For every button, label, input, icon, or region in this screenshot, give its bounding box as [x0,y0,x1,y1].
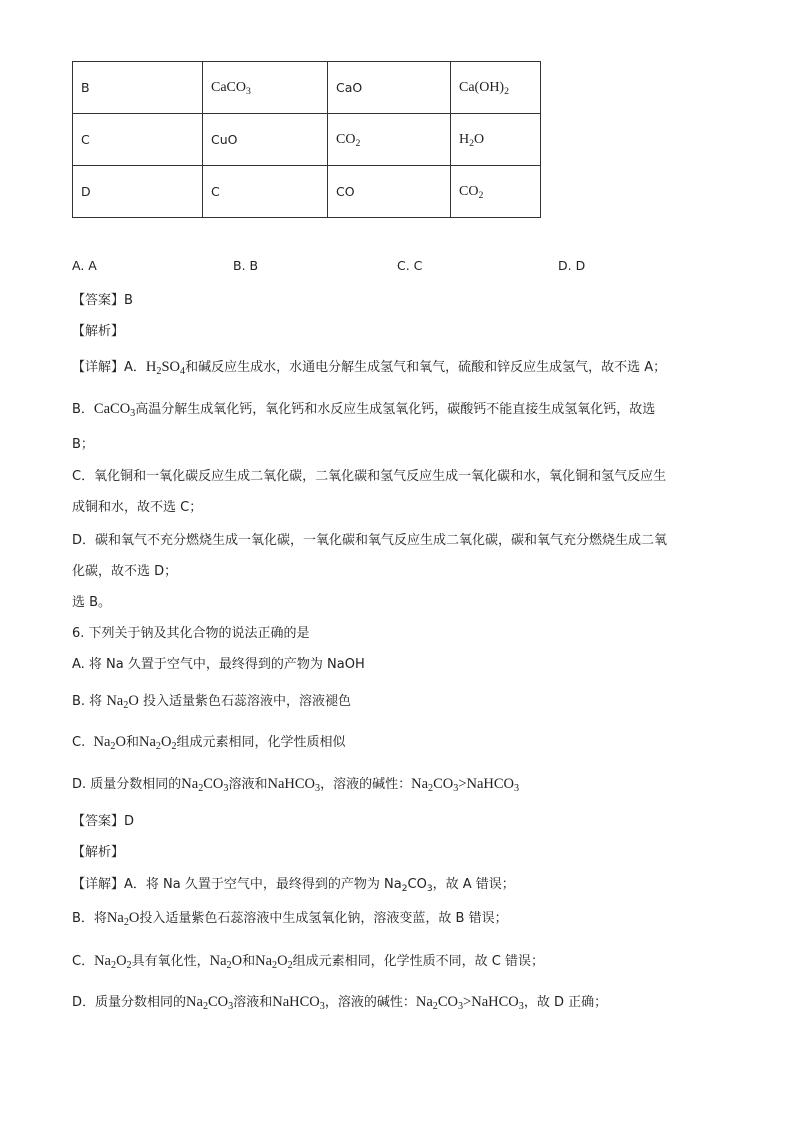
detail-text: ，故 D 正确； [523,995,608,1010]
detail-prefix: A． [124,360,146,375]
option-text: ，溶液的碱性： [320,777,412,792]
detail-d-cont: 化碳，故不选 D； [72,564,178,579]
option-text: D. 质量分数相同的 [72,777,182,792]
formula-na2co3-gt-nahco3: $Na_2CO_3>NaHCO_3$ [411,776,520,794]
conclusion: 选 B。 [72,595,112,610]
q6-detail-d [72,991,607,1011]
q6-detail-b [72,907,508,927]
formula-na2o: $Na_2O$ [209,953,243,971]
question-6-stem: 6. 下列关于钠及其化合物的说法正确的是 [72,626,310,641]
formula-co2: $CO_2$ [451,166,541,218]
detail-b [72,398,655,418]
formula-nahco3: NaHCO$_3$ [272,994,325,1012]
formula-cuo: CuO [203,114,328,166]
q6-answer-line [72,810,134,829]
answer-line [72,289,133,308]
row-label: D [73,166,203,218]
formula-na2o: $Na_2O$ [106,693,139,711]
option-text: 组成元素相同，化学性质相似 [176,735,346,750]
detail-text: ，故 A 错误； [432,877,515,892]
detail-a [72,356,666,376]
formula-na2o: $Na_2O$ [93,734,126,752]
answer-label: 【答案】 [72,293,125,308]
detail-text: B．将 [72,911,107,926]
detail-text: 具有氧化性， [131,954,210,969]
detail-text: 高温分解生成氧化钙，氧化钙和水反应生成氢氧化钙，碳酸钙不能直接生成氢氧化钙，故选 [135,402,656,417]
table-row [73,62,541,114]
formula-h2o: $H_2O$ [451,114,541,166]
q6-detail-a: 【详解】A．将 Na 久置于空气中，最终得到的产物为 $Na_2CO_3$，故 A 错误； [72,877,515,894]
table-row [73,114,541,166]
option-text: 投入适量紫色石蕊溶液中，溶液褪色 [142,694,351,709]
table-row [73,166,541,218]
formula-h2so4: $H_2SO_4$ [145,359,186,377]
detail-d: D．碳和氧气不充分燃烧生成一氧化碳，一氧化碳和氧气反应生成二氧化碳，碳和氧气充分燃烧生成二氧 [72,533,668,548]
choice-d: D. D [558,258,586,273]
detail-text: 和碱反应生成水，水通电分解生成氢气和氧气，硫酸和锌反应生成氢气，故不选 A； [185,360,667,375]
detail-text: 和 [242,954,256,969]
analysis-label: 【解析】 [72,324,125,339]
option-text: B. 将 [72,694,103,709]
formula-co2: $CO_2$ [328,114,451,166]
answer-value: B [124,293,133,308]
detail-text: 投入适量紫色石蕊溶液中生成氢氧化钠，溶液变蓝，故 B 错误； [139,911,508,926]
detail-text: A．将 Na 久置于空气中，最终得到的产物为 Na [124,877,402,892]
detail-text: C． [72,954,95,969]
choice-c: C. C [397,258,423,273]
formula-caco3: CaCO$_3$ [203,62,328,114]
detail-label: 【详解】 [72,877,125,892]
row-label: B [73,62,203,114]
detail-prefix: B． [72,402,94,417]
detail-text: 溶液和 [233,995,273,1010]
q6-option-a: A. 将 Na 久置于空气中，最终得到的产物为 NaOH [72,657,365,672]
detail-text: ，溶液的碱性： [324,995,416,1010]
row-label: C [73,114,203,166]
formula-na2o2: $Na_2O_2$ [94,953,132,971]
formula-na2o2: $Na_2O_2$ [255,953,293,971]
formula-co: CO [328,166,451,218]
q6-analysis-label: 【解析】 [72,845,125,860]
formula-c: C [203,166,328,218]
formula-cao: CaO [328,62,451,114]
option-text: 溶液和 [228,777,268,792]
option-text: C. [72,735,86,750]
formula-na2o2: $Na_2O_2$ [138,734,177,752]
formula-na2o: $Na_2O$ [106,910,140,928]
option-text: 和 [125,735,139,750]
detail-text: 组成元素相同，化学性质不同，故 C 错误； [292,954,544,969]
formula-caco3: CaCO$_3$ [93,401,136,419]
q6-option-d [72,773,519,793]
formula-na2co3: $Na_2CO_3$ [181,776,229,794]
q6-option-c [72,731,346,751]
detail-b-cont: B； [72,437,94,452]
answer-value: D [124,814,135,829]
formula-caoh2: $Ca(OH)_2$ [451,62,541,114]
formula-na2co3: $Na_2CO_3$ [186,994,234,1012]
detail-c-cont: 成铜和水，故不选 C； [72,500,203,515]
q6-detail-c [72,950,544,970]
detail-c: C．氧化铜和一氧化碳反应生成二氧化碳，二氧化碳和氢气反应生成一氧化碳和水，氧化铜和氢气反应生 [72,469,667,484]
q6-option-b [72,690,351,710]
choice-a: A. A [72,258,97,273]
formula-nahco3: NaHCO$_3$ [267,776,321,794]
detail-label: 【详解】 [72,360,125,375]
choice-b: B. B [233,258,259,273]
detail-text: D．质量分数相同的 [72,995,187,1010]
formula-na2co3-gt-nahco3: $Na_2CO_3>NaHCO_3$ [415,994,524,1012]
answer-label: 【答案】 [72,814,125,829]
options-table [72,61,541,218]
